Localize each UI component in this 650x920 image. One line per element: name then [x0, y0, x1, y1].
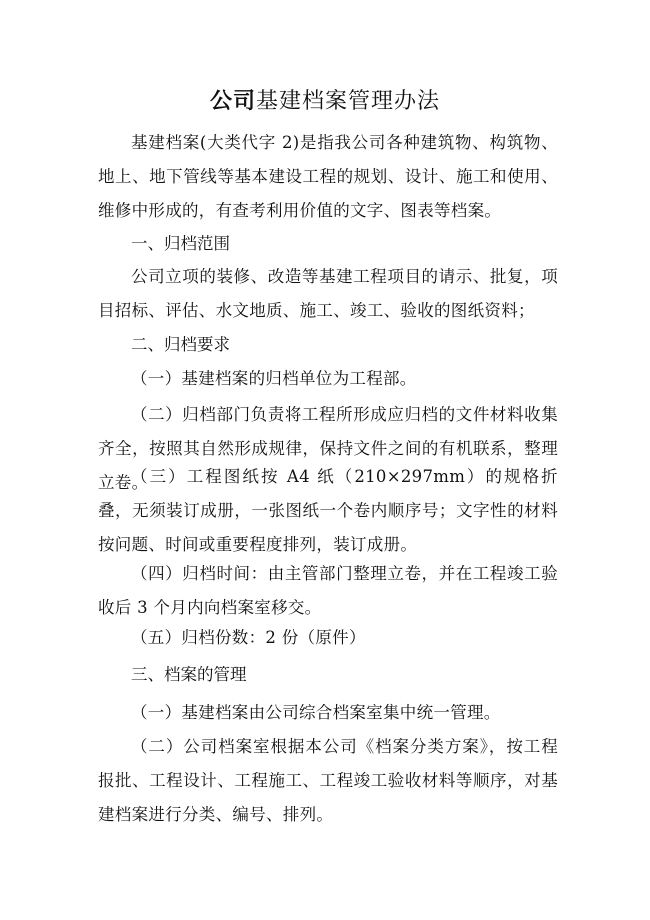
section1-heading: 一、归档范围	[131, 234, 230, 253]
section2-item4: （四）归档时间：由主管部门整理立卷，并在工程竣工验收后 3 个月内向档案室移交。	[98, 564, 558, 617]
title-rest-part: 基建档案管理办法	[256, 89, 441, 114]
section2-item1: （一）基建档案的归档单位为工程部。	[131, 369, 417, 388]
section2-item2: （二）归档部门负责将工程所形成应归档的文件材料收集齐全，按照其自然形成规律，保持文件之间的有机联系，整理立卷。	[98, 405, 558, 492]
section3-heading: 三、档案的管理	[131, 665, 247, 684]
section1-text: 公司立项的装修、改造等基建工程项目的请示、批复，项目招标、评估、水文地质、施工、竣工、验收的图纸资料；	[98, 267, 558, 320]
section2-item5: （五）归档份数：2 份（原件）	[131, 628, 366, 647]
title-bold-part: 公司	[209, 88, 256, 114]
section2-heading: 二、归档要求	[131, 335, 230, 354]
document-title	[0, 86, 650, 117]
section3-item1: （一）基建档案由公司综合档案室集中统一管理。	[131, 703, 501, 722]
section3-item2: （二）公司档案室根据本公司《档案分类方案》，按工程报批、工程设计、工程施工、工程竣工验收材料等顺序，对基建档案进行分类、编号、排列。	[98, 737, 558, 824]
section2-item3: （三）工程图纸按 A4 纸（210×297mm）的规格折叠，无须装订成册，一张图纸一个卷内顺序号；文字性的材料按问题、时间或重要程度排列，装订成册。	[98, 467, 558, 554]
intro-paragraph: 基建档案(大类代字 2)是指我公司各种建筑物、构筑物、地上、地下管线等基本建设工程的规划、设计、施工和使用、维修中形成的，有查考利用价值的文字、图表等档案。	[98, 133, 558, 220]
